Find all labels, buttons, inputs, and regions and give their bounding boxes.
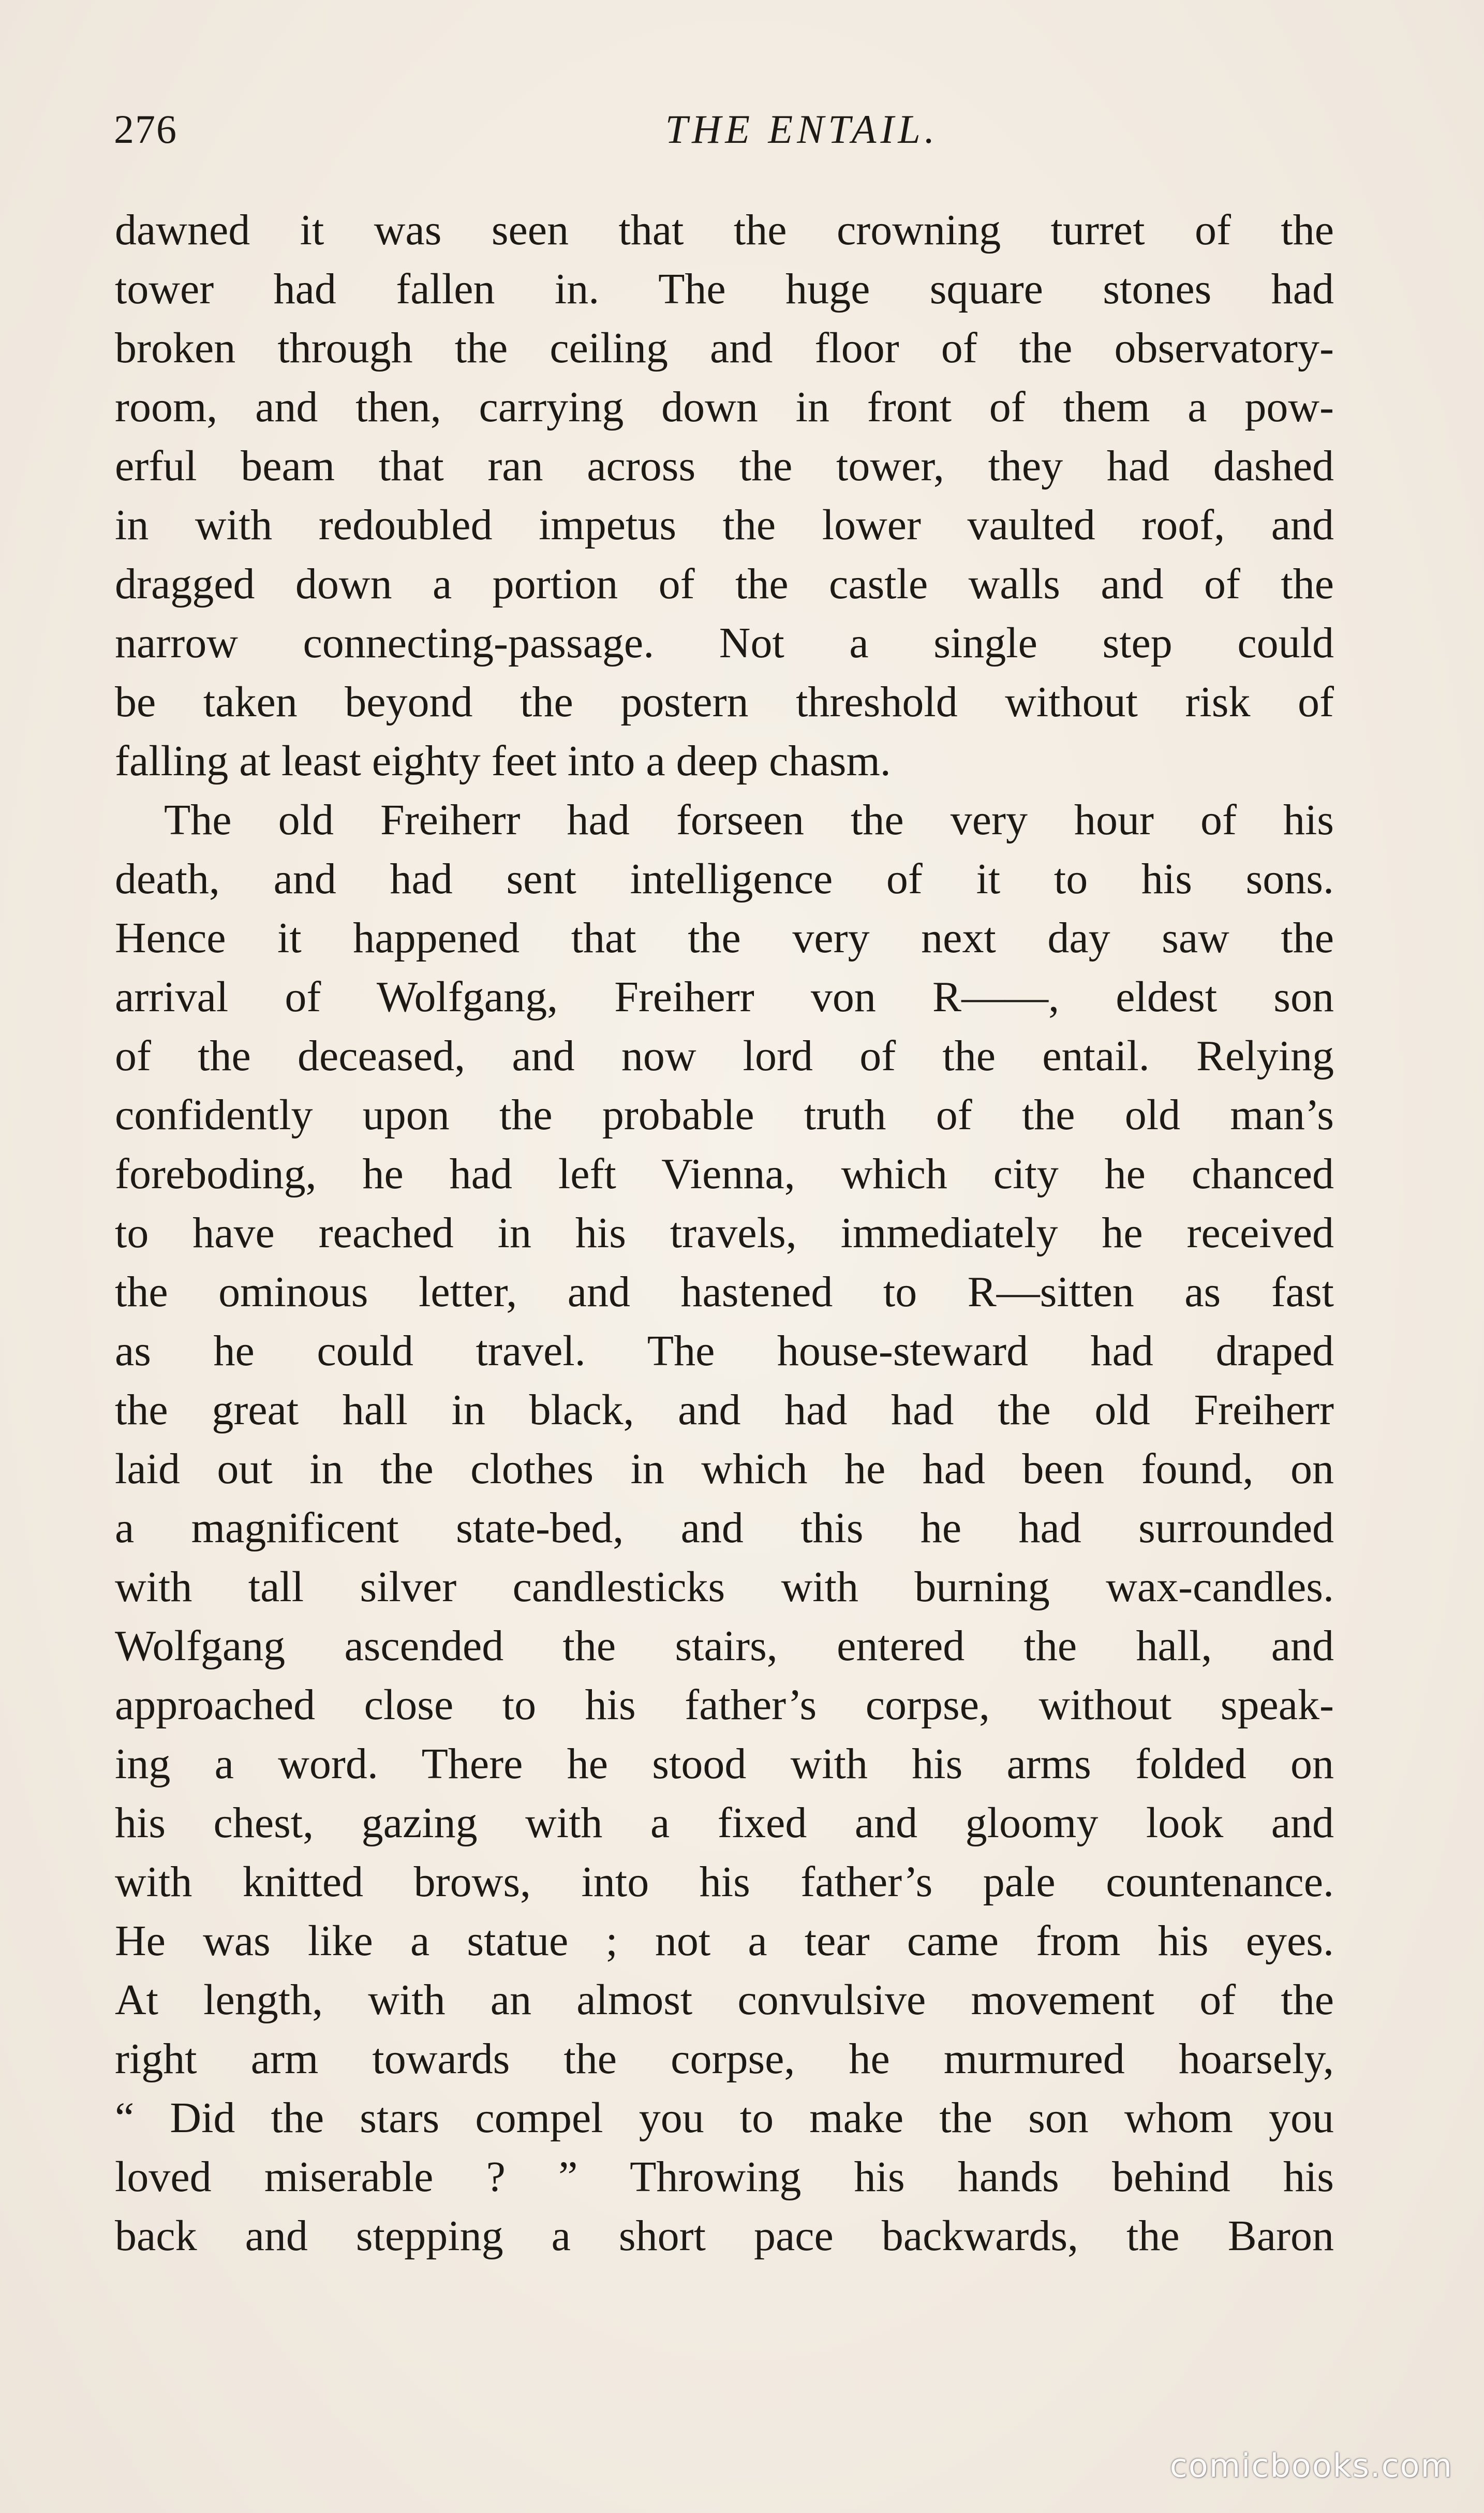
text-line: “ Did the stars compel you to make the son whom you bbox=[115, 2094, 1334, 2142]
page-header bbox=[114, 106, 1335, 163]
text-line: dragged down a portion of the castle walls and of the bbox=[115, 560, 1334, 608]
text-line: approached close to his father’s corpse, without speak- bbox=[115, 1681, 1334, 1729]
text-line: to have reached in his travels, immediately he received bbox=[115, 1209, 1334, 1257]
text-line: confidently upon the probable truth of the old man’s bbox=[115, 1091, 1334, 1139]
text-line: tower had fallen in. The huge square stones had bbox=[115, 265, 1334, 313]
text-line: as he could travel. The house-steward had draped bbox=[115, 1327, 1334, 1375]
text-line: back and stepping a short pace backwards, the Baron bbox=[115, 2212, 1334, 2260]
text-line: At length, with an almost convulsive movement of the bbox=[115, 1976, 1334, 2024]
text-line: Hence it happened that the very next day saw the bbox=[115, 914, 1334, 962]
running-head: THE ENTAIL. bbox=[665, 107, 939, 152]
text-line: erful beam that ran across the tower, they had dashed bbox=[115, 442, 1334, 490]
text-line: with tall silver candlesticks with burning wax-candles. bbox=[115, 1563, 1334, 1611]
watermark: comicbooks.com bbox=[1169, 2447, 1453, 2485]
text-line: ing a word. There he stood with his arms folded on bbox=[115, 1740, 1334, 1788]
text-line: room, and then, carrying down in front of them a pow- bbox=[115, 383, 1334, 431]
text-line: the ominous letter, and hastened to R—sitten as fast bbox=[115, 1268, 1334, 1316]
text-line: laid out in the clothes in which he had been found, on bbox=[115, 1445, 1334, 1493]
text-line: falling at least eighty feet into a deep chasm. bbox=[115, 737, 891, 785]
text-line: right arm towards the corpse, he murmured hoarsely, bbox=[115, 2035, 1334, 2083]
text-line: the great hall in black, and had had the old Freiherr bbox=[115, 1386, 1334, 1434]
text-line: arrival of Wolfgang, Freiherr von R——, eldest son bbox=[115, 973, 1334, 1021]
text-line: foreboding, he had left Vienna, which city he chanced bbox=[115, 1150, 1334, 1198]
text-line: The old Freiherr had forseen the very hour of his bbox=[164, 796, 1334, 844]
text-line: a magnificent state-bed, and this he had surrounded bbox=[115, 1504, 1334, 1552]
text-line: narrow connecting-passage. Not a single step could bbox=[115, 619, 1334, 667]
text-line: dawned it was seen that the crowning turret of the bbox=[115, 206, 1334, 254]
text-line: his chest, gazing with a fixed and gloomy look and bbox=[115, 1799, 1334, 1847]
text-line: broken through the ceiling and floor of the observatory- bbox=[115, 324, 1334, 372]
text-line: be taken beyond the postern threshold without risk of bbox=[115, 678, 1334, 726]
text-line: of the deceased, and now lord of the entail. Relying bbox=[115, 1032, 1334, 1080]
page-number: 276 bbox=[114, 107, 177, 152]
text-line: loved miserable ? ” Throwing his hands behind his bbox=[115, 2153, 1334, 2201]
text-line: with knitted brows, into his father’s pale countenance. bbox=[115, 1858, 1334, 1906]
text-line: He was like a statue ; not a tear came from his eyes. bbox=[115, 1917, 1334, 1965]
text-line: in with redoubled impetus the lower vaulted roof, and bbox=[115, 501, 1334, 549]
text-line: death, and had sent intelligence of it to his sons. bbox=[115, 855, 1334, 903]
body-text bbox=[115, 201, 1334, 2266]
text-line: Wolfgang ascended the stairs, entered the hall, and bbox=[115, 1622, 1334, 1670]
